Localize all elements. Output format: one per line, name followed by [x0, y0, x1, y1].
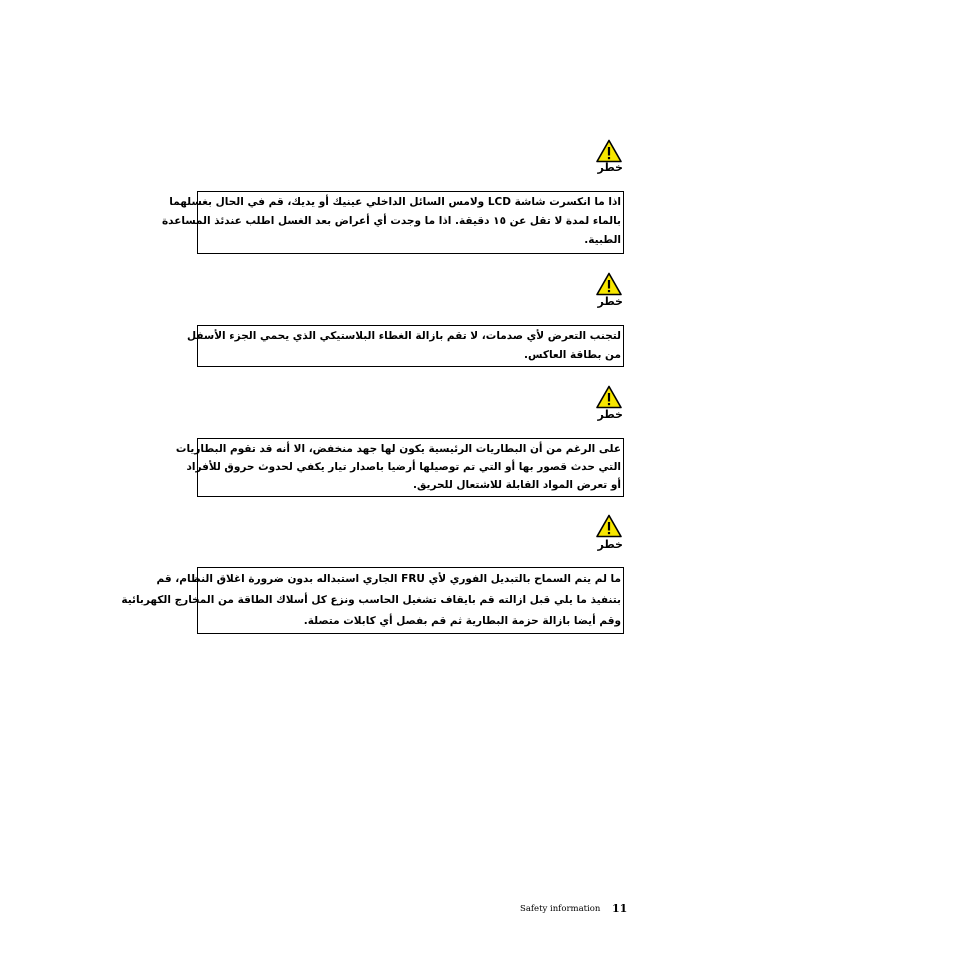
warning-icon	[596, 514, 622, 538]
danger-label: خطر	[597, 538, 623, 551]
notice-line: التي حدث قصور بها أو التي تم توصيلها أرضيا باصدار تيار يكفي لحدوث حروق للأفراد	[186, 461, 621, 473]
danger-notice-box	[175, 438, 624, 497]
page-number: 11	[612, 902, 628, 915]
notice-line: وقم أيضا بازالة حزمة البطارية ثم قم بفصل أي كابلات متصلة.	[303, 615, 621, 627]
notice-line: بالماء لمدة لا تقل عن ١٥ دقيقة. اذا ما وجدت أي أعراض بعد الغسل اطلب عندئذ المساعدة	[161, 215, 621, 227]
warning-icon	[596, 139, 622, 163]
danger-notice-box	[161, 191, 624, 254]
danger-label: خطر	[597, 408, 623, 421]
notice-line: لتجنب التعرض لأي صدمات، لا تقم بازالة الغطاء البلاستيكي الذي يحمي الجزء الأسفل	[186, 330, 621, 342]
danger-label: خطر	[597, 161, 623, 174]
notice-line: اذا ما انكسرت شاشة LCD ولامس السائل الداخلي عينيك أو يديك، قم في الحال بغسلهما	[169, 196, 621, 208]
notice-line: أو تعرض المواد القابلة للاشتعال للحريق.	[413, 479, 621, 491]
danger-label: خطر	[597, 295, 623, 308]
notice-line: على الرغم من أن البطاريات الرئيسية يكون لها جهد منخفض، الا أنه قد تقوم البطاريات	[175, 443, 621, 455]
notice-line: الطبية.	[584, 234, 621, 246]
danger-notice-box	[121, 567, 624, 634]
warning-icon	[596, 272, 622, 296]
notice-line: ما لم يتم السماح بالتبديل الفوري لأي FRU الجاري استبداله بدون ضرورة اغلاق النظام، قم	[156, 573, 621, 585]
footer-section-title: Safety information	[520, 904, 601, 914]
notice-line: بتنفيذ ما يلي قبل ازالته قم بايقاف تشغيل الحاسب ونزع كل أسلاك الطاقة من المخارج الكهربائية	[121, 594, 621, 606]
notice-line: من بطاقة العاكس.	[524, 349, 621, 361]
warning-icon	[596, 385, 622, 409]
danger-notice-box	[186, 325, 624, 367]
